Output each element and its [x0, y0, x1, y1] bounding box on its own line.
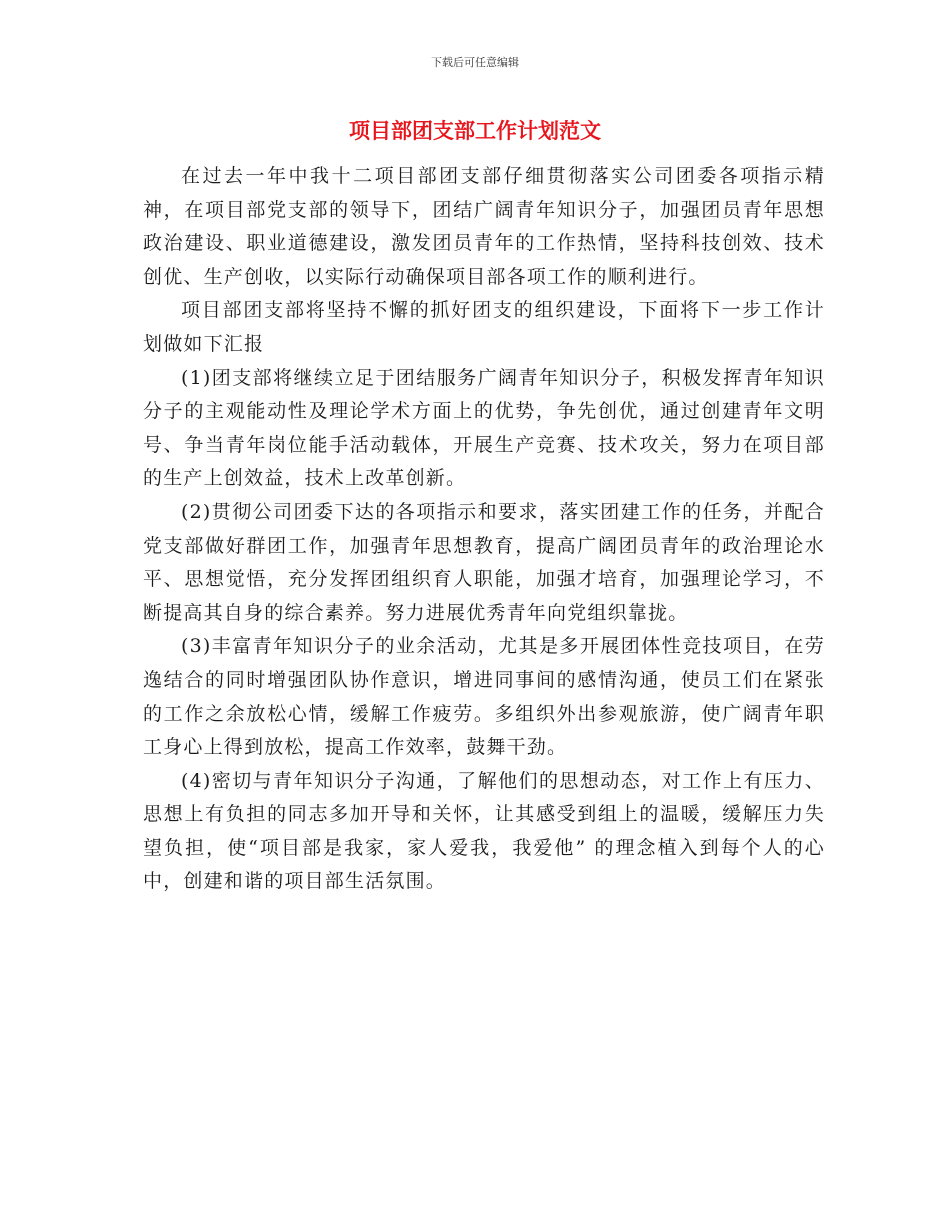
paragraph-plan-lead: 项目部团支部将坚持不懈的抓好团支的组织建设，下面将下一步工作计划做如下汇报 [143, 299, 825, 355]
paragraph-item-4: (4)密切与青年知识分子沟通，了解他们的思想动态，对工作上有压力、思想上有负担的同志多加开导和关怀，让其感受到组上的温暖，缓解压力失望负担，使“项目部是我家，家人爱我，我爱他” 的理念植入到每个人的心中，创建和谐的项目部生活氛围。 [143, 769, 825, 893]
paragraph-item-2: (2)贯彻公司团委下达的各项指示和要求，落实团建工作的任务，并配合党支部做好群团工作，加强青年思想教育，提高广阔团员青年的政治理论水平、思想觉悟，充分发挥团组织育人职能，加强才培育，加强理论学习，不断提高其自身的综合素养。努力进展优秀青年向党组织靠拢。 [143, 500, 825, 624]
paragraph-item-3: (3)丰富青年知识分子的业余活动，尤其是多开展团体性竞技项目，在劳逸结合的同时增强团队协作意识，增进同事间的感情沟通，使员工们在紧张的工作之余放松心情，缓解工作疲劳。多组织外出参观旅游，使广阔青年职工身心上得到放松，提高工作效率，鼓舞干劲。 [143, 635, 825, 759]
document-body [143, 160, 825, 899]
document-title: 项目部团支部工作计划范文 [349, 119, 601, 143]
header-note: 下载后可任意编辑 [431, 56, 519, 69]
paragraph-intro: 在过去一年中我十二项目部团支部仔细贯彻落实公司团委各项指示精神，在项目部党支部的领导下，团结广阔青年知识分子，加强团员青年思想政治建设、职业道德建设，激发团员青年的工作热情，坚持科技创效、技术创优、生产创收，以实际行动确保项目部各项工作的顺利进行。 [143, 165, 825, 288]
paragraph-item-1: (1)团支部将继续立足于团结服务广阔青年知识分子，积极发挥青年知识分子的主观能动性及理论学术方面上的优势，争先创优，通过创建青年文明号、争当青年岗位能手活动载体，开展生产竞赛、技术攻关，努力在项目部的生产上创效益，技术上改革创新。 [143, 366, 825, 490]
